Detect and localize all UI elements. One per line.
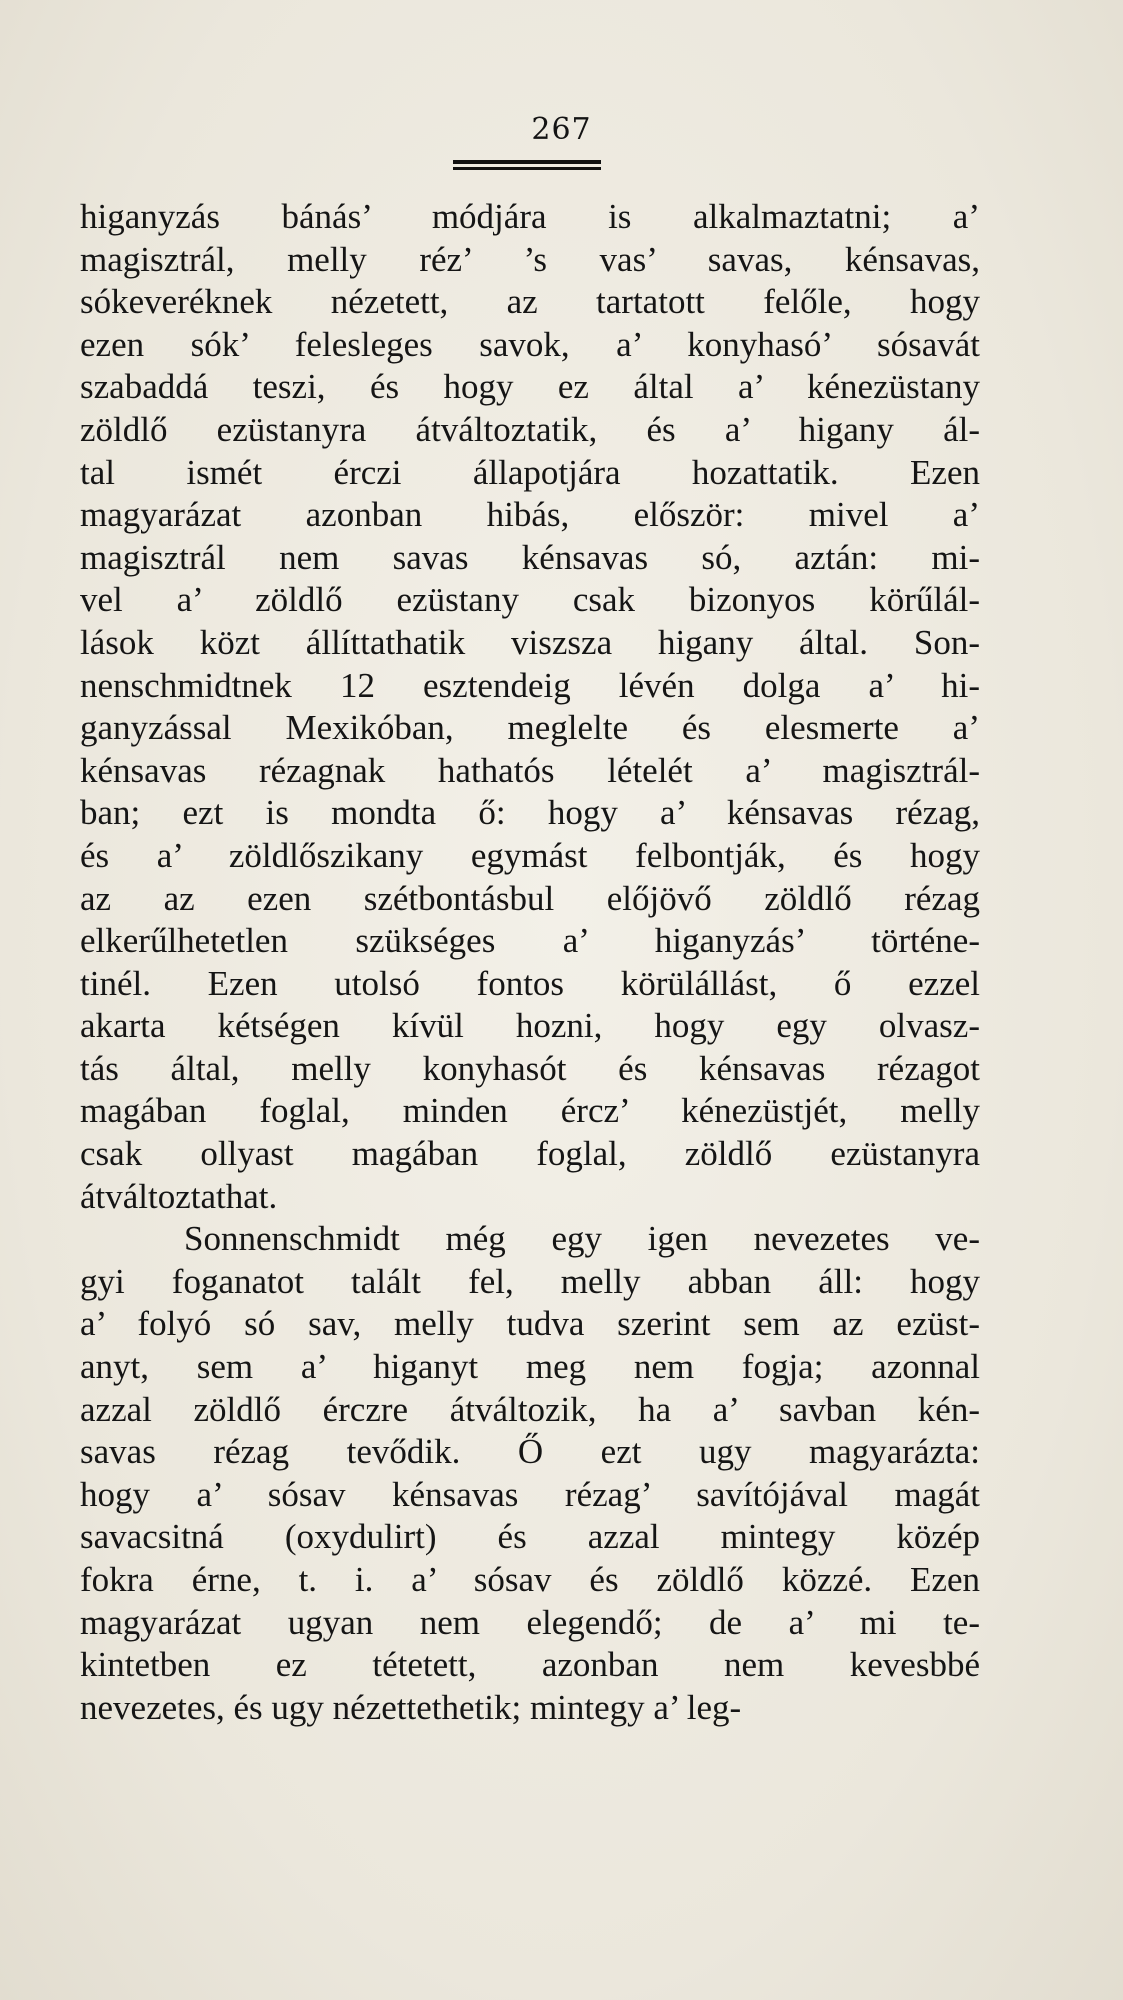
text-line: nenschmidtnek 12 esztendeig lévén dolga a’ hi- (80, 665, 980, 705)
text-line: és a’ zöldlőszikany egymást felbontják, és hogy (80, 835, 980, 875)
text-line: ezen sók’ felesleges savok, a’ konyhasó’ sósavát (80, 324, 980, 364)
text-line: csak ollyast magában foglal, zöldlő ezüstanyra (80, 1134, 980, 1174)
text-line: hogy a’ sósav kénsavas rézag’ savítójával magát (80, 1474, 980, 1514)
text-line: tinél. Ezen utolsó fontos körülállást, ő ezzel (80, 963, 980, 1003)
text-line: kintetben ez tétetett, azonban nem kevesbbé (80, 1645, 980, 1685)
text-line: savas rézag tevődik. Ő ezt ugy magyarázta: (80, 1432, 980, 1472)
text-line: magisztrál nem savas kénsavas só, aztán: mi- (80, 537, 980, 577)
text-line: átváltoztathat. (80, 1176, 278, 1216)
text-line: azzal zöldlő érczre átváltozik, ha a’ savban kén- (80, 1389, 980, 1429)
paragraph (80, 196, 980, 1218)
text-line: Sonnenschmidt még egy igen nevezetes ve- (184, 1219, 980, 1259)
text-line: sókeveréknek nézetett, az tartatott felőle, hogy (80, 282, 980, 322)
header-rule-top (453, 160, 601, 164)
text-line: savacsitná (oxydulirt) és azzal mintegy közép (80, 1517, 980, 1557)
page-number: 267 (531, 112, 592, 147)
text-line: magyarázat ugyan nem elegendő; de a’ mi te- (80, 1602, 980, 1642)
body-text (80, 196, 980, 1729)
text-line: gyi foganatot talált fel, melly abban áll: hogy (80, 1261, 980, 1301)
text-line: kénsavas rézagnak hathatós lételét a’ magisztrál- (80, 750, 980, 790)
text-line: elkerűlhetetlen szükséges a’ higanyzás’ történe- (80, 921, 980, 961)
header-rule-bottom (453, 167, 601, 170)
text-line: higanyzás bánás’ módjára is alkalmaztatni; a’ (80, 197, 980, 236)
text-line: tás által, melly konyhasót és kénsavas rézagot (80, 1048, 980, 1088)
paragraph (80, 1218, 980, 1729)
text-line: az az ezen szétbontásbul előjövő zöldlő rézag (80, 878, 980, 918)
text-line: ban; ezt is mondta ő: hogy a’ kénsavas rézag, (80, 793, 980, 833)
text-line: magyarázat azonban hibás, először: mivel a’ (80, 495, 980, 535)
text-line: vel a’ zöldlő ezüstany csak bizonyos körűlál- (80, 580, 980, 620)
text-line: szabaddá teszi, és hogy ez által a’ kénezüstany (80, 367, 980, 407)
text-line: lások közt állíttathatik viszsza higany által. Son- (80, 622, 980, 662)
text-line: a’ folyó só sav, melly tudva szerint sem az ezüst- (80, 1304, 980, 1344)
text-line: fokra érne, t. i. a’ sósav és zöldlő közzé. Ezen (80, 1560, 980, 1599)
text-line: akarta kétségen kívül hozni, hogy egy olvasz- (80, 1006, 980, 1046)
text-line: anyt, sem a’ higanyt meg nem fogja; azonnal (80, 1347, 980, 1387)
text-line: zöldlő ezüstanyra átváltoztatik, és a’ higany ál- (80, 409, 980, 449)
text-line: tal ismét érczi állapotjára hozattatik. Ezen (80, 452, 980, 492)
text-line: ganyzással Mexikóban, meglelte és elesmerte a’ (80, 708, 980, 748)
text-line: nevezetes, és ugy nézettethetik; mintegy a’ leg- (80, 1687, 742, 1727)
text-line: magában foglal, minden ércz’ kénezüstjét, melly (80, 1091, 980, 1131)
text-line: magisztrál, melly réz’ ’s vas’ savas, kénsavas, (80, 239, 980, 279)
